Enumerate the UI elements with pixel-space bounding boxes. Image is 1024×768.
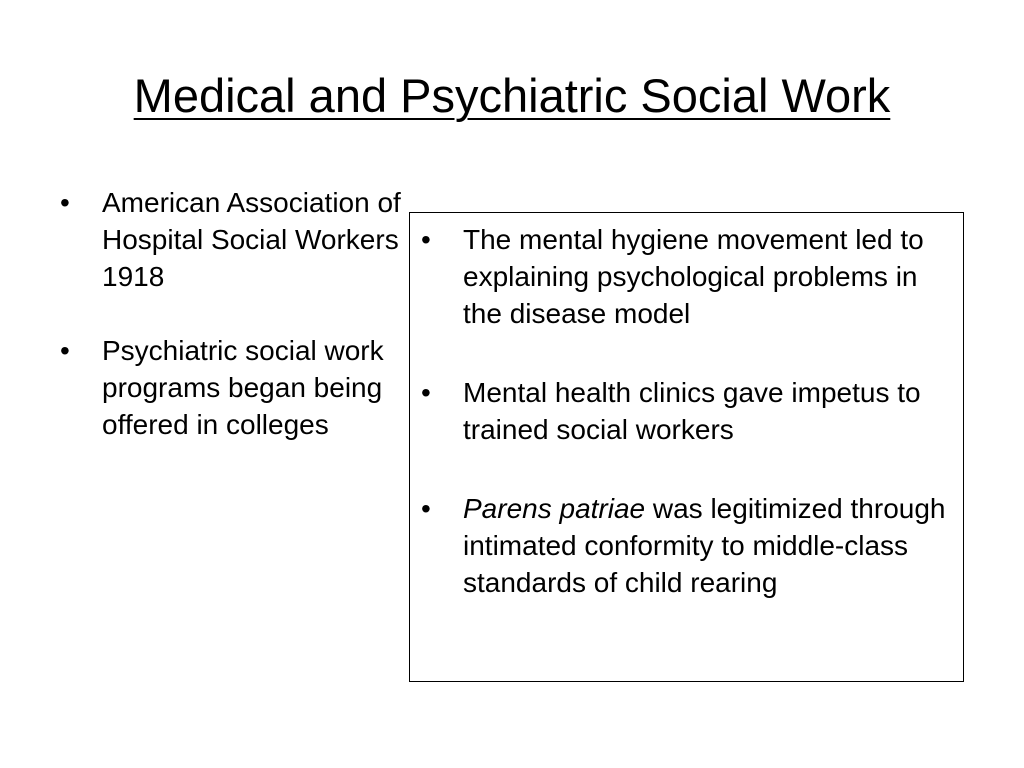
right-bullet-column (421, 221, 956, 601)
left-bullet-list (60, 184, 410, 443)
bullet-text: was legitimized through intimated conformity to middle-class standards of child rearing (463, 493, 946, 598)
bordered-text-box (409, 212, 964, 682)
bullet-icon: • (60, 187, 70, 218)
slide-title: Medical and Psychiatric Social Work (133, 69, 891, 122)
right-bullet-list (421, 221, 956, 601)
bullet-italic-term: Parens patriae (463, 493, 646, 524)
bullet-text: American Association of Hospital Social Workers 1918 (102, 187, 401, 292)
bullet-text: Psychiatric social work programs began being offered in colleges (102, 335, 384, 440)
bullet-icon: • (421, 224, 431, 255)
bullet-text: The mental hygiene movement led to explaining psychological problems in the disease model (463, 224, 924, 329)
bullet-item (421, 490, 956, 601)
bullet-item (60, 332, 410, 443)
bullet-item (421, 374, 956, 448)
bullet-icon: • (421, 377, 431, 408)
bullet-icon: • (421, 493, 431, 524)
bullet-icon: • (60, 335, 70, 366)
bullet-text: Mental health clinics gave impetus to trained social workers (463, 377, 921, 445)
bullet-item (60, 184, 410, 295)
left-bullet-column (60, 184, 410, 443)
bullet-item (421, 221, 956, 332)
